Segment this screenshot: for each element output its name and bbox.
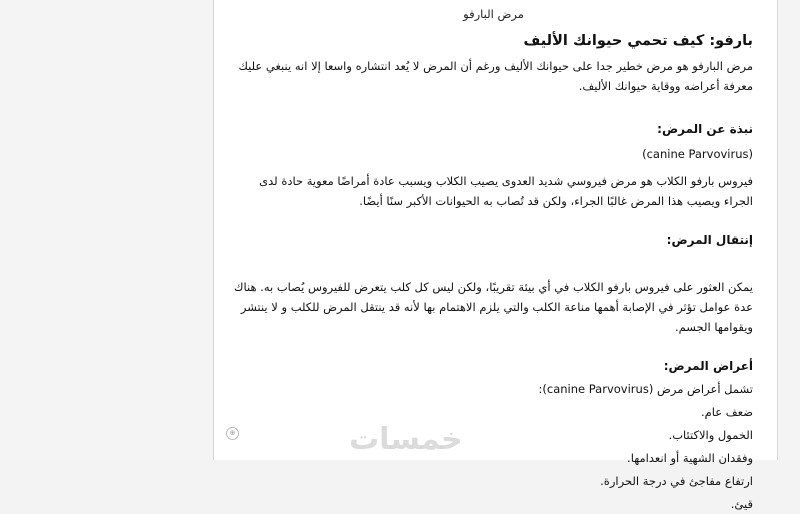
watermark-logo: خمسات <box>349 422 463 457</box>
transmission-heading: إنتقال المرض: <box>666 233 753 247</box>
about-paragraph: فيروس بارفو الكلاب هو مرض فيروسي شديد العدوى يصيب الكلاب ويسبب عادة أمراضًا معوية حادة لدى الجراء ويصيب هذا المرض غالبًا الجراء، ولكن قد تُصاب به الحيوانات الأكبر سنًا أيضًا. <box>259 174 753 208</box>
transmission-paragraph: يمكن العثور على فيروس بارفو الكلاب في أي بيئة تقريبًا، ولكن ليس كل كلب يتعرض للفيروس يُصاب به. هناك عدة عوامل تؤثر في الإصابة أهمها مناعة الكلب والتي يلزم الاهتمام بها لأنه قد ينتقل المرض للكلب و لا ينتشر ويقوامها الجسم. <box>234 280 753 334</box>
left-gutter <box>0 0 212 460</box>
layout-options-icon[interactable]: ⊕ <box>226 427 239 440</box>
list-item: ضعف عام. <box>700 405 753 419</box>
about-heading: نبذة عن المرض: <box>657 122 753 136</box>
symptoms-intro: تشمل أعراض مرض (canine Parvovirus): <box>538 382 753 396</box>
latin-name-text: (canine Parvovirus) <box>642 147 753 161</box>
symptoms-list <box>234 402 753 514</box>
main-heading: بارفو: كيف تحمي حيوانك الأليف <box>523 33 753 49</box>
right-gutter <box>776 0 800 460</box>
intro-paragraph: مرض البارفو هو مرض خطير جدا على حيوانك الأليف ورغم أن المرض لا يُعد انتشاره واسعا إلا انه ينبغي عليك معرفة أعراضه ووقاية حيوانك الأليف. <box>238 59 753 93</box>
document-content <box>214 0 777 514</box>
symptoms-heading: أعراض المرض: <box>663 359 753 373</box>
list-item: وفقدان الشهية أو انعدامها. <box>627 451 753 465</box>
list-item: الخمول والاكتئاب. <box>668 428 753 442</box>
list-item: قيئ. <box>730 497 753 511</box>
page-header-title: مرض البارفو <box>463 7 524 21</box>
latin-name <box>234 144 753 164</box>
list-item: ارتفاع مفاجئ في درجة الحرارة. <box>600 474 753 488</box>
document-page[interactable] <box>213 0 778 511</box>
